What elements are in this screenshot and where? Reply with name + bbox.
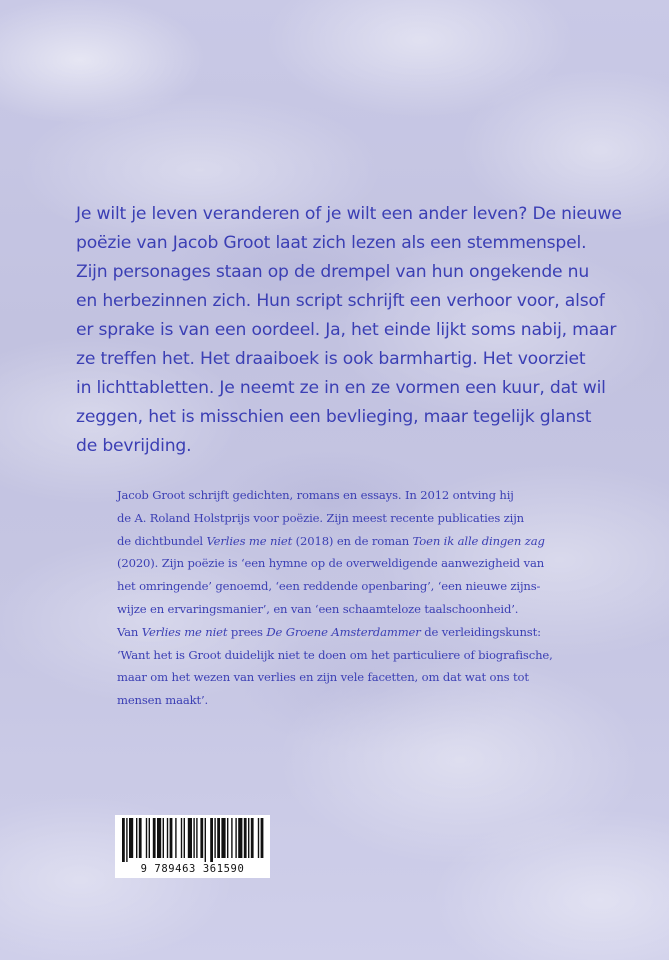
barcode-bar xyxy=(214,818,215,858)
barcode-bar xyxy=(244,818,247,858)
barcode-bar xyxy=(139,818,142,858)
magazine-title: De Groene Amsterdammer xyxy=(266,624,421,639)
barcode-bar xyxy=(163,818,164,858)
blurb-line: ze treffen het. Het draaiboek is ook barmhartig. Het voorziet xyxy=(76,349,586,369)
blurb-line: in lichttabletten. Je neemt ze in en ze vormen een kuur, dat wil xyxy=(76,378,606,398)
bio-line: het omringende’ genoemd, ‘een reddende openbaring’, ‘een nieuwe zijns- xyxy=(117,579,541,594)
barcode-bar xyxy=(157,818,161,858)
barcode-bar xyxy=(238,818,242,858)
blurb-line: Zijn personages staan op de drempel van hun ongekende nu xyxy=(76,262,590,282)
barcode-bar xyxy=(258,818,259,858)
barcode-bar xyxy=(231,818,232,858)
barcode-bar xyxy=(188,818,192,858)
bio-line: Jacob Groot schrijft gedichten, romans en essays. In 2012 ontving hij xyxy=(117,488,514,502)
author-bio xyxy=(117,484,637,712)
barcode-bar xyxy=(167,818,168,858)
bio-line: wijze en ervaringsmanier’, en van ‘een schaamteloze taalschoonheid’. xyxy=(117,601,519,616)
blurb-line: en herbezinnen zich. Hun script schrijft een verhoor voor, alsof xyxy=(76,291,605,311)
barcode-bar xyxy=(126,818,127,862)
bio-line: ‘Want het is Groot duidelijk niet te doen om het particuliere of biografische, xyxy=(117,647,553,662)
barcode-bar xyxy=(248,818,249,858)
blurb-line: zeggen, het is misschien een bevlieging, maar tegelijk glanst xyxy=(76,407,592,427)
barcode-bar xyxy=(170,818,173,858)
bio-line: mensen maakt’. xyxy=(117,693,209,708)
barcode-bar xyxy=(175,818,176,858)
book-title: Toen ik alle dingen zag xyxy=(412,533,545,548)
bio-text: prees xyxy=(227,624,267,639)
book-title: Verlies me niet xyxy=(206,533,293,548)
barcode-bar xyxy=(181,818,182,858)
blurb-paragraph xyxy=(76,200,636,461)
bio-line xyxy=(117,621,637,644)
bio-text: (2018) en de roman xyxy=(292,533,413,548)
barcode-bar xyxy=(146,818,147,858)
barcode-bar xyxy=(149,818,150,858)
barcode-bar xyxy=(193,818,194,858)
barcode-bar xyxy=(205,818,206,862)
barcode-bar xyxy=(251,818,254,858)
barcode-bar xyxy=(136,818,137,858)
barcode-bar xyxy=(129,818,133,858)
barcode-bar xyxy=(184,818,185,858)
barcode-bars xyxy=(118,818,267,862)
barcode-bar xyxy=(227,818,228,858)
bio-text: de dichtbundel xyxy=(117,533,207,548)
isbn-barcode xyxy=(115,815,270,878)
bio-line: maar om het wezen van verlies en zijn vele facetten, om dat wat ons tot xyxy=(117,670,529,685)
bio-line xyxy=(117,530,637,553)
barcode-bar xyxy=(153,818,156,858)
barcode-bar xyxy=(217,818,220,858)
bio-line: de A. Roland Holstprijs voor poëzie. Zijn meest recente publicaties zijn xyxy=(117,510,524,525)
barcode-bar xyxy=(200,818,203,858)
book-title: Verlies me niet xyxy=(141,624,228,639)
blurb-line: de bevrijding. xyxy=(76,436,192,456)
barcode-bar xyxy=(122,818,125,862)
bio-text: de verleidingskunst: xyxy=(420,624,541,639)
bio-text: Van xyxy=(117,624,142,639)
barcode-bar xyxy=(210,818,213,862)
blurb-line: Je wilt je leven veranderen of je wilt een ander leven? De nieuwe xyxy=(76,204,622,224)
barcode-bar xyxy=(235,818,236,858)
barcode-bar xyxy=(261,818,264,858)
barcode-bar xyxy=(221,818,225,858)
blurb-line: poëzie van Jacob Groot laat zich lezen als een stemmenspel. xyxy=(76,233,587,253)
bio-line: (2020). Zijn poëzie is ‘een hymne op de overweldigende aanwezigheid van xyxy=(117,556,545,571)
barcode-bar xyxy=(196,818,197,858)
blurb-line: er sprake is van een oordeel. Ja, het einde lijkt soms nabij, maar xyxy=(76,320,617,340)
isbn-digits: 9 789463 361590 xyxy=(140,863,245,875)
